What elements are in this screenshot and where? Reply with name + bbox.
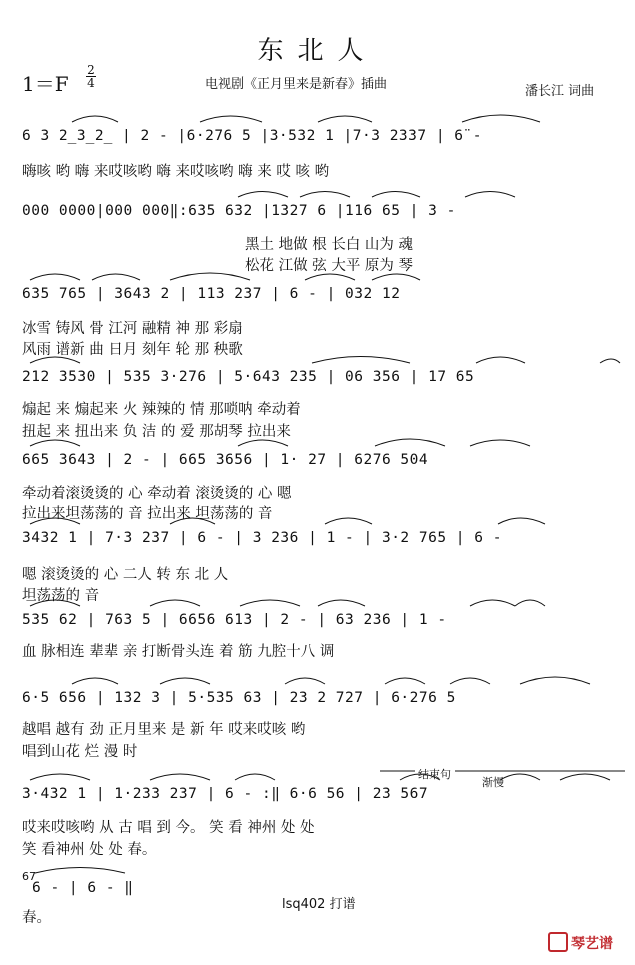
slur — [372, 192, 420, 198]
slur — [30, 774, 90, 780]
notation-row-5: 665 3643 | 2 - | 665 3656 | 1· 27 | 6276 504 — [22, 452, 429, 468]
slur — [500, 774, 540, 780]
site-logo — [548, 932, 613, 953]
lyrics-row-5a: 牵动着滚烫烫的 心 牵动着 滚烫烫的 心 嗯 — [22, 486, 292, 502]
lyrics-row-4b: 扭起 来 扭出来 负 洁 的 爱 那胡琴 拉出来 — [22, 424, 291, 440]
tempo-mark: 渐慢 — [482, 776, 504, 789]
slur — [318, 600, 365, 606]
lyrics-row-6b: 坦荡荡的 音 — [22, 588, 100, 604]
lyrics-row-7: 血 脉相连 辈辈 亲 打断骨头连 着 筋 九腔十八 调 — [22, 644, 335, 660]
lyrics-row-10: 春。 — [22, 910, 51, 926]
slur — [150, 600, 200, 606]
notation-row-8: 6·5 656 | 132 3 | 5·535 63 | 23 2 727 | 6·276 5 — [22, 690, 456, 706]
notation-row-3: 635 765 | 3643 2 | 113 237 | 6 - | 032 12 — [22, 286, 401, 302]
lyrics-row-4a: 煽起 来 煽起来 火 辣辣的 情 那唢呐 牵动着 — [22, 402, 301, 418]
song-credit: 潘长江 词曲 — [525, 84, 595, 99]
lyrics-row-6a: 嗯 滚烫烫的 心 二人 转 东 北 人 — [22, 567, 229, 583]
ending-mark: 结束句 — [418, 768, 451, 781]
notation-row-10: 6 - | 6 - ‖ — [32, 880, 134, 896]
lyrics-row-8b: 唱到山花 烂 漫 时 — [22, 744, 138, 760]
lyrics-row-3a: 冰雪 铸风 骨 江河 融精 神 那 彩扇 — [22, 321, 243, 337]
slur — [325, 518, 372, 524]
lyrics-row-2b: 松花 江做 弦 大平 原为 琴 — [245, 258, 414, 274]
slur — [375, 439, 445, 446]
notation-row-7: 535 62 | 763 5 | 6656 613 | 2 - | 63 236 | 1 - — [22, 612, 447, 628]
meter-top: 2 — [87, 63, 95, 77]
key-signature: 1＝F — [22, 72, 69, 96]
notation-row-1: 6 3 2̲3̲2̲ | 2 - |6·276 5 |3·532 1 |7·3 2337 | 6̈ - — [22, 128, 482, 144]
slur — [515, 600, 545, 606]
slur — [200, 116, 262, 122]
lyrics-row-3b: 风雨 谱新 曲 日月 刻年 轮 那 秧歌 — [22, 342, 243, 358]
slur — [600, 359, 620, 363]
lyrics-row-8a: 越唱 越有 劲 正月里来 是 新 年 哎来哎咳 哟 — [22, 722, 306, 738]
slur — [72, 116, 118, 122]
slur — [476, 357, 525, 363]
slur — [35, 868, 125, 874]
slur — [465, 192, 515, 198]
slur — [92, 274, 140, 280]
grace-notes: 67 — [22, 870, 36, 883]
slur — [450, 678, 490, 684]
slur — [160, 678, 210, 684]
slur — [312, 357, 410, 364]
slur — [170, 273, 250, 280]
slur — [470, 600, 515, 606]
slur — [238, 192, 288, 198]
notation-row-6: 3432 1 | 7·3 237 | 6 - | 3 236 | 1 - | 3·2 765 | 6 - — [22, 530, 502, 546]
logo-icon — [548, 932, 568, 952]
slur — [498, 518, 545, 524]
notation-row-2: 000 0000|000 000‖:635 632 |1327 6 |116 65 | 3 - — [22, 203, 456, 219]
song-subtitle: 电视剧《正月里来是新春》插曲 — [205, 77, 388, 92]
slur — [150, 774, 210, 780]
slur — [240, 600, 300, 606]
slur — [470, 440, 530, 446]
lyrics-row-2a: 黑土 地做 根 长白 山为 魂 — [245, 237, 414, 253]
slur — [285, 678, 325, 684]
slur — [300, 192, 350, 198]
time-signature — [86, 64, 96, 89]
slur — [235, 774, 275, 780]
logo-text: 琴艺谱 — [571, 936, 613, 952]
slur — [318, 116, 372, 122]
lyrics-row-1: 嗨咳 哟 嗨 来哎咳哟 嗨 来哎咳哟 嗨 来 哎 咳 哟 — [22, 164, 330, 180]
slur — [520, 677, 590, 684]
song-title: 东北人 — [257, 36, 378, 66]
lyrics-row-5b: 拉出来坦荡荡的 音 拉出来 坦荡荡的 音 — [22, 506, 273, 522]
slur — [72, 678, 118, 684]
notation-row-4: 212 3530 | 535 3·276 | 5·643 235 | 06 356 | 17 65 — [22, 369, 475, 385]
slur — [462, 115, 540, 122]
lyrics-row-9a: 哎来哎咳哟 从 古 唱 到 今。 笑 看 神州 处 处 — [22, 820, 315, 836]
notation-row-9: 3·432 1 | 1·233 237 | 6 - :‖ 6·6 56 | 23 567 — [22, 786, 429, 802]
slur — [560, 774, 610, 780]
slur — [385, 678, 425, 684]
slur — [30, 274, 80, 280]
lyrics-row-9b: 笑 看神州 处 处 春。 — [22, 842, 157, 858]
footer-credit: lsq402 打谱 — [282, 897, 356, 912]
meter-bottom: 4 — [87, 76, 95, 90]
